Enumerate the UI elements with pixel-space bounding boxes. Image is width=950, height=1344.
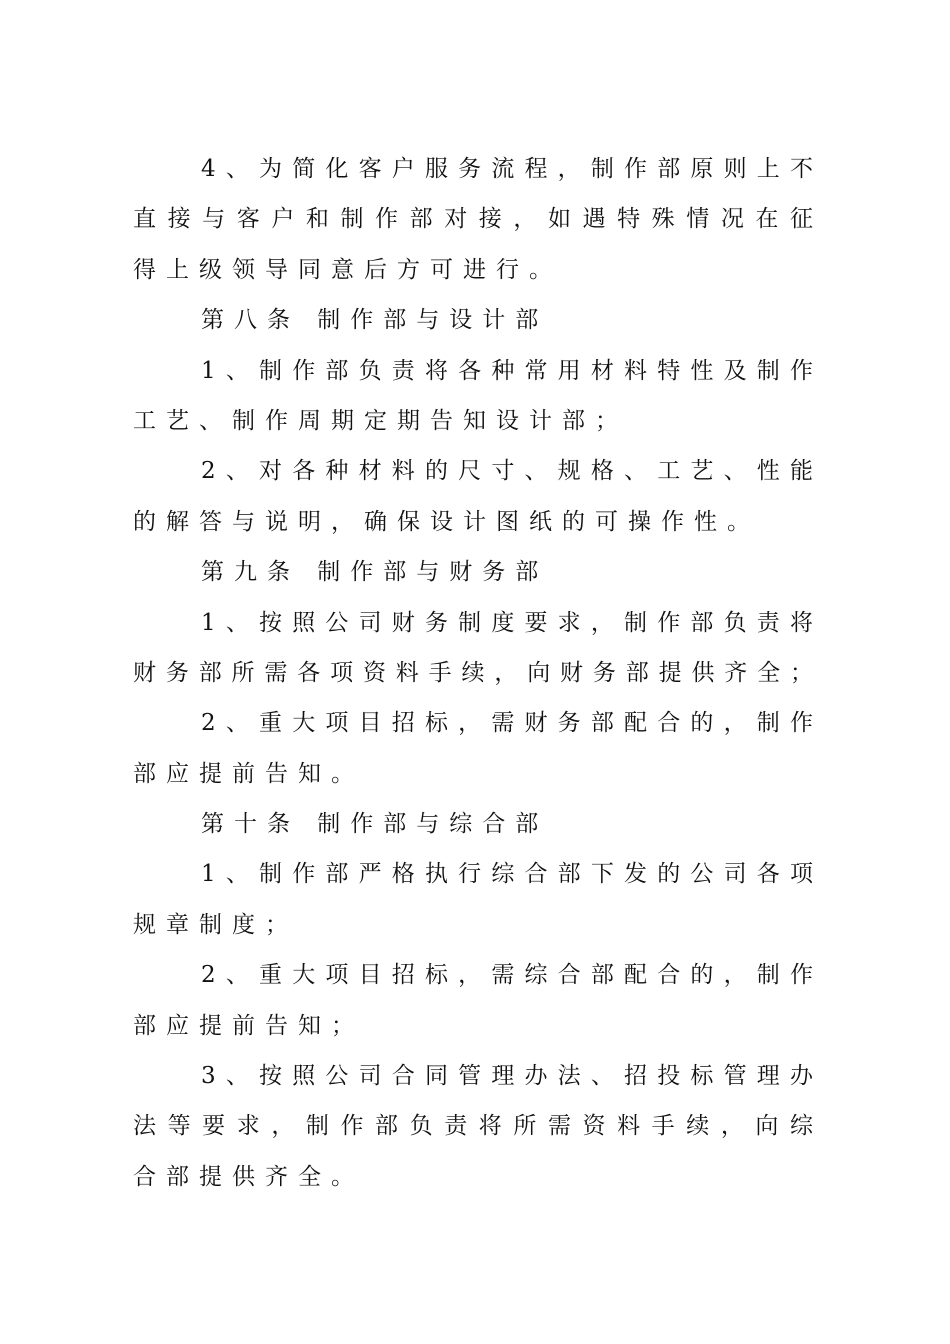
article-10-item-3-line-2: 法等要求，制作部负责将所需资料手续，向综 [133,1113,813,1140]
article-10-heading: 第十条 制作部与综合部 [201,811,549,838]
document-body [133,144,813,1202]
paragraph-4-line-2: 直接与客户和制作部对接，如遇特殊情况在征 [133,206,813,233]
article-9-heading: 第九条 制作部与财务部 [201,559,549,586]
article-10-item-2-line-1: 2、重大项目招标，需综合部配合的，制作 [201,962,813,989]
article-8-item-2-line-2: 的解答与说明，确保设计图纸的可操作性。 [133,508,760,535]
article-9-item-2-line-2: 部应提前告知。 [133,760,364,787]
article-9-item-1-line-1: 1、按照公司财务制度要求，制作部负责将 [201,609,813,636]
article-8-item-2-line-1: 2、对各种材料的尺寸、规格、工艺、性能 [201,458,813,485]
article-10-item-3-line-3: 合部提供齐全。 [133,1163,364,1190]
article-10-item-1-line-2: 规章制度； [133,911,298,938]
article-10-item-3-line-1: 3、按照公司合同管理办法、招投标管理办 [201,1063,813,1090]
article-9-item-1-line-2: 财务部所需各项资料手续，向财务部提供齐全； [133,659,813,686]
article-8-item-1-line-1: 1、制作部负责将各种常用材料特性及制作 [201,357,813,384]
paragraph-4-line-3: 得上级领导同意后方可进行。 [133,256,562,283]
article-8-heading: 第八条 制作部与设计部 [201,307,549,334]
article-9-item-2-line-1: 2、重大项目招标，需财务部配合的，制作 [201,710,813,737]
article-10-item-2-line-2: 部应提前告知； [133,1012,364,1039]
paragraph-4-line-1: 4、为简化客户服务流程，制作部原则上不 [201,156,813,182]
article-8-item-1-line-2: 工艺、制作周期定期告知设计部； [133,407,628,434]
article-10-item-1-line-1: 1、制作部严格执行综合部下发的公司各项 [201,861,813,888]
